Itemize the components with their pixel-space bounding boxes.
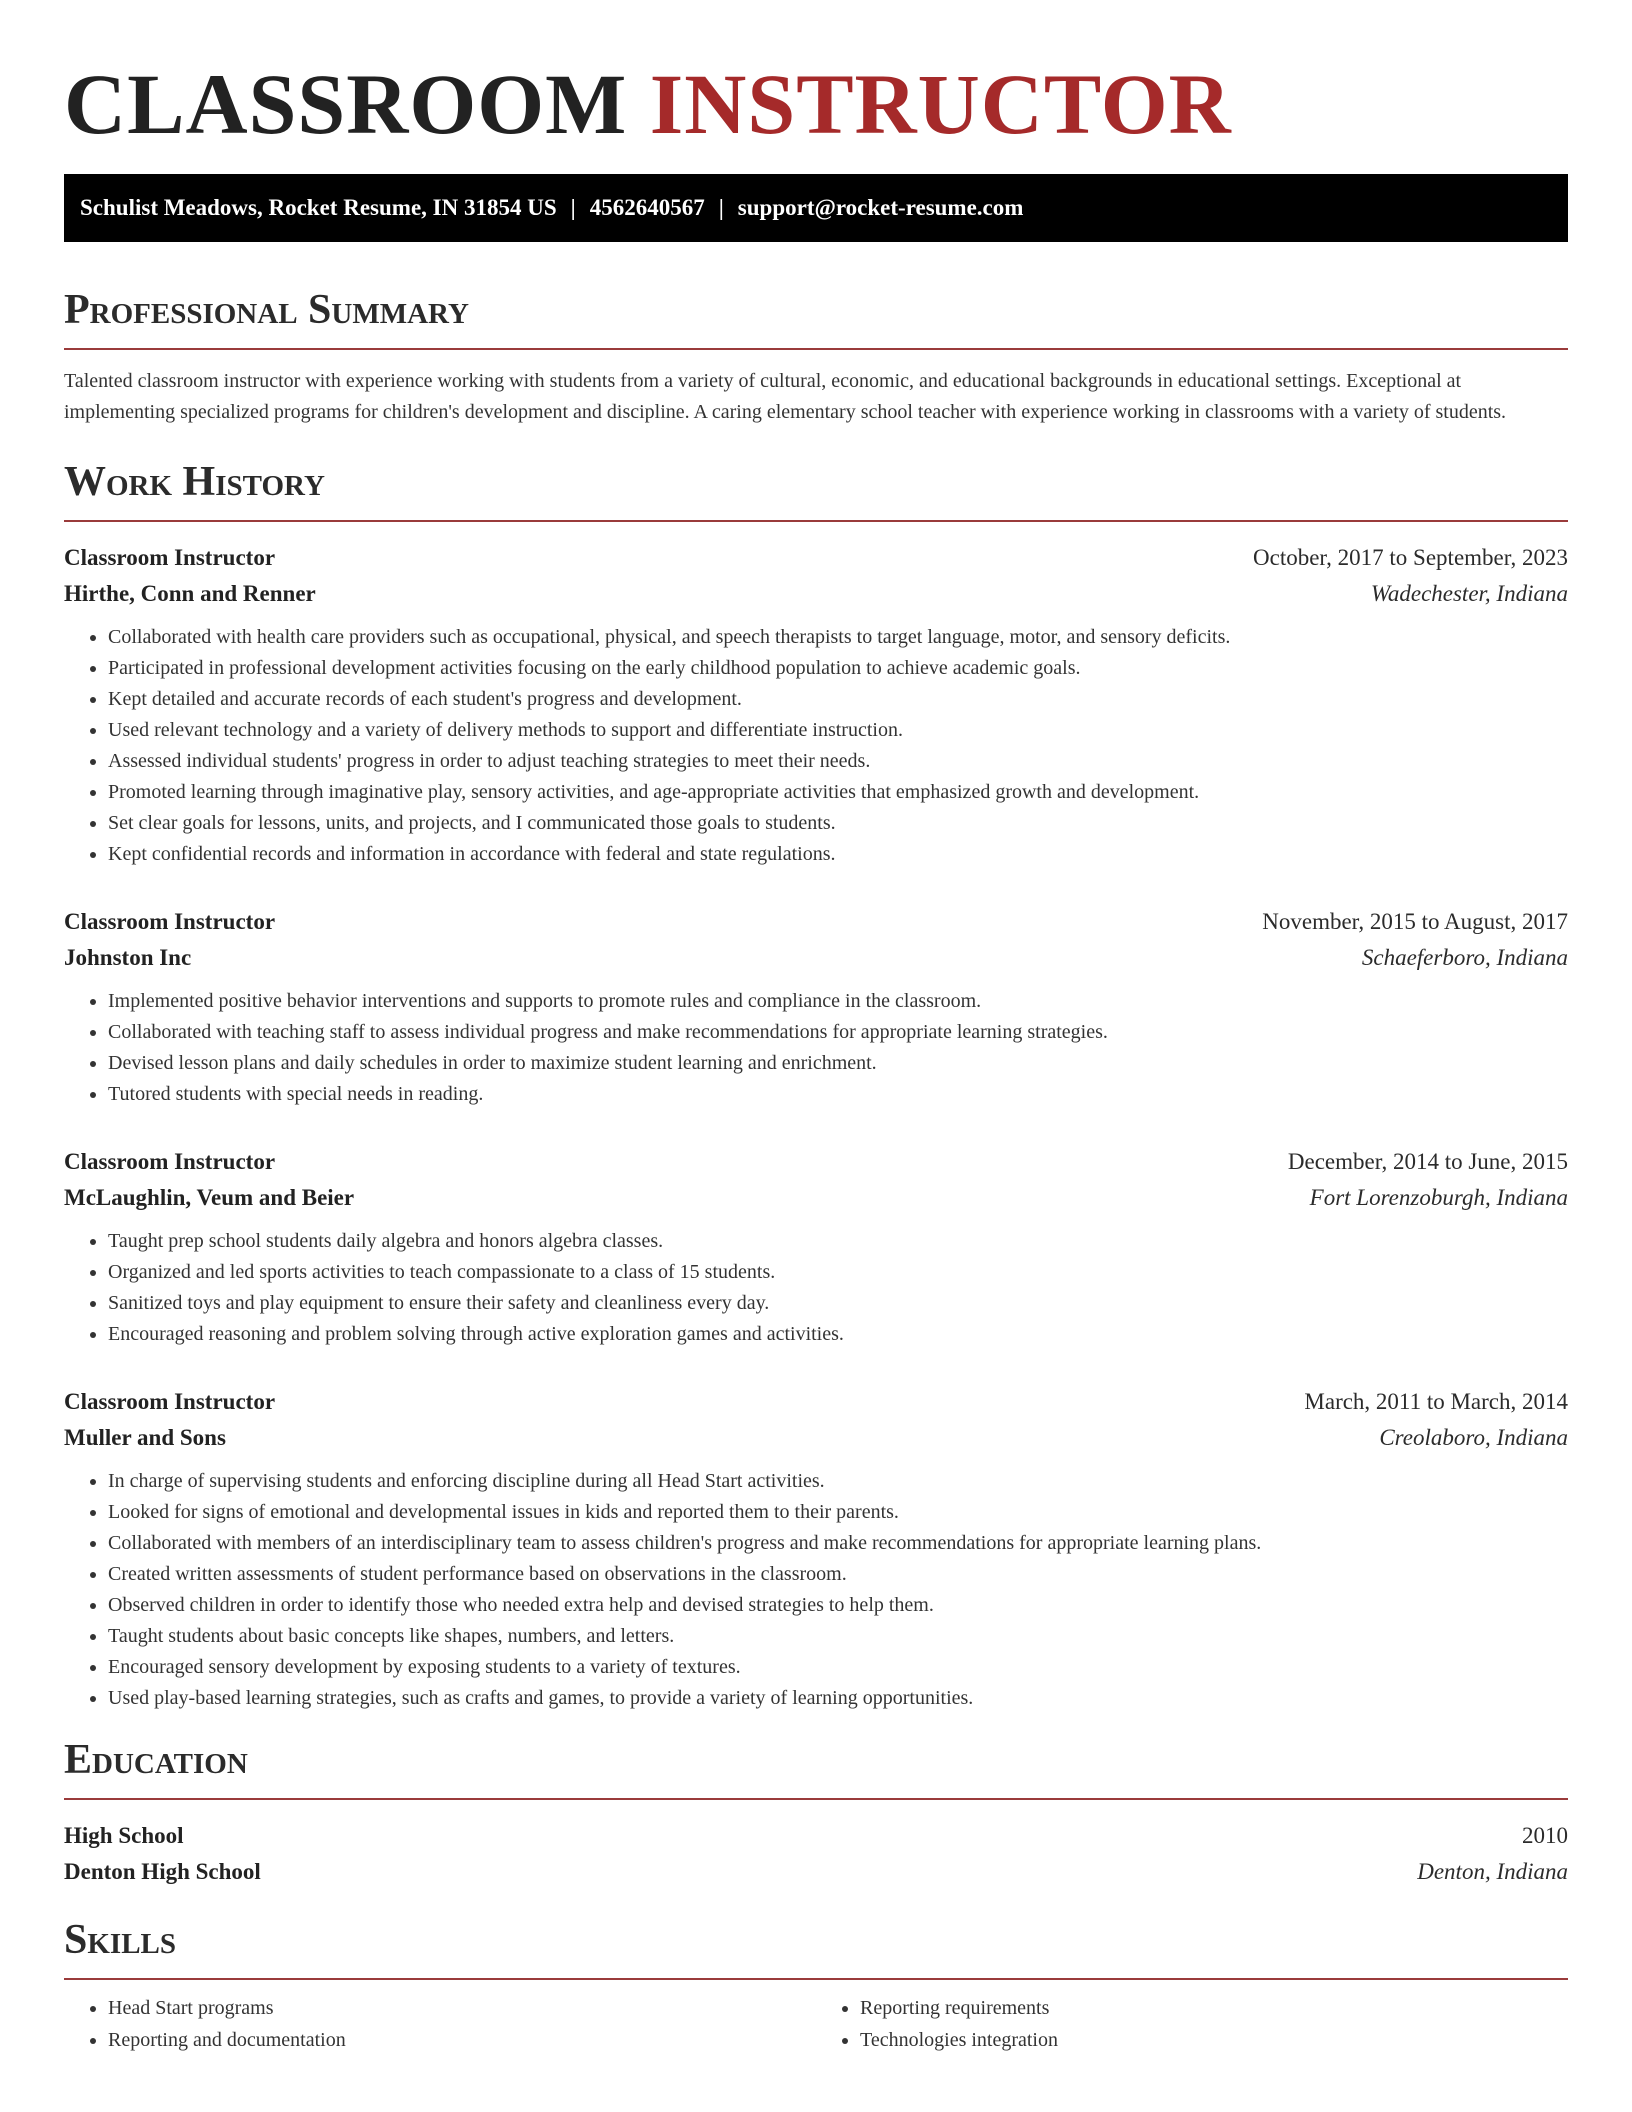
job-bullet: • Encouraged sensory development by exposing students to a variety of textures. <box>108 1652 1568 1683</box>
section-title-summary: Professional Summary <box>64 287 469 333</box>
job-bullet: • Collaborated with health care providers such as occupational, physical, and speech therapists to target language, motor, and sensory deficits. <box>108 622 1568 653</box>
job-header-row <box>64 540 1568 576</box>
job-role: Classroom Instructor <box>64 545 276 570</box>
skills-grid <box>64 1992 1568 2056</box>
job-location: Creolaboro, Indiana <box>1379 1425 1568 1450</box>
skills-list-right <box>816 1992 1568 2056</box>
contact-bar <box>64 174 1568 242</box>
section-divider <box>64 1978 1568 1980</box>
section-title-work-history: Work History <box>64 459 325 505</box>
job-bullet: • Observed children in order to identify those who needed extra help and devised strategies to help them. <box>108 1590 1568 1621</box>
job-company-row <box>64 1180 1568 1216</box>
summary-text: Talented classroom instructor with experience working with students from a variety of cultural, economic, and educational backgrounds in educational settings. Exceptional at implementing specialized programs for children's development and discipline. A caring elementary school teacher with experience working in classrooms with a variety of students. <box>64 370 1507 423</box>
skill-item: • Technologies integration <box>860 2024 1568 2056</box>
job-bullet: • Participated in professional development activities focusing on the early childhood population to achieve academic goals. <box>108 653 1568 684</box>
job-header-row <box>64 1384 1568 1420</box>
job-company: Johnston Inc <box>64 945 192 970</box>
job-bullet: • Tutored students with special needs in reading. <box>108 1079 1568 1110</box>
job-bullet: • Collaborated with members of an interdisciplinary team to assess children's progress and make recommendations for appropriate learning plans. <box>108 1528 1568 1559</box>
education-school-row <box>64 1854 1568 1890</box>
education-entry <box>64 1818 1568 1890</box>
job-bullet: • Set clear goals for lessons, units, and projects, and I communicated those goals to students. <box>108 808 1568 839</box>
contact-address: Schulist Meadows, Rocket Resume, IN 31854 US <box>80 195 557 220</box>
skill-item: • Reporting and documentation <box>108 2024 816 2056</box>
job-bullet: • Taught students about basic concepts like shapes, numbers, and letters. <box>108 1621 1568 1652</box>
job-company: Hirthe, Conn and Renner <box>64 581 316 606</box>
job-entry <box>64 1144 1568 1350</box>
resume-name <box>64 56 1568 152</box>
job-role: Classroom Instructor <box>64 1389 276 1414</box>
job-company-row <box>64 576 1568 612</box>
job-bullet: • Collaborated with teaching staff to assess individual progress and make recommendations for appropriate learning strategies. <box>108 1017 1568 1048</box>
job-bullet: • Used relevant technology and a variety of delivery methods to support and differentiate instruction. <box>108 715 1568 746</box>
job-role: Classroom Instructor <box>64 909 276 934</box>
job-location: Wadechester, Indiana <box>1370 581 1568 606</box>
job-company-row <box>64 940 1568 976</box>
job-bullet: • Looked for signs of emotional and developmental issues in kids and reported them to their parents. <box>108 1497 1568 1528</box>
education-degree-row <box>64 1818 1568 1854</box>
contact-separator: | <box>570 195 576 220</box>
job-entry <box>64 540 1568 870</box>
section-title-skills: Skills <box>64 1917 177 1963</box>
contact-separator: | <box>718 195 724 220</box>
job-bullet: • Organized and led sports activities to teach compassionate to a class of 15 students. <box>108 1257 1568 1288</box>
job-bullet: • Used play-based learning strategies, such as crafts and games, to provide a variety of learning opportunities. <box>108 1683 1568 1714</box>
job-company-row <box>64 1420 1568 1456</box>
job-bullet-list <box>64 986 1568 1110</box>
job-dates: November, 2015 to August, 2017 <box>1262 909 1568 934</box>
job-role: Classroom Instructor <box>64 1149 276 1174</box>
job-bullet-list <box>64 1466 1568 1714</box>
skill-item: • Head Start programs <box>108 1992 816 2024</box>
education-degree: High School <box>64 1823 184 1848</box>
job-location: Fort Lorenzoburgh, Indiana <box>1309 1185 1568 1210</box>
name-first: CLASSROOM <box>64 56 628 152</box>
job-dates: October, 2017 to September, 2023 <box>1253 545 1568 570</box>
job-header-row <box>64 904 1568 940</box>
skill-item: • Reporting requirements <box>860 1992 1568 2024</box>
job-bullet-list <box>64 622 1568 870</box>
job-location: Schaeferboro, Indiana <box>1361 945 1568 970</box>
section-title-education: Education <box>64 1737 248 1783</box>
contact-email: support@rocket-resume.com <box>737 195 1024 220</box>
education-location: Denton, Indiana <box>1417 1859 1568 1884</box>
name-last: INSTRUCTOR <box>649 56 1232 152</box>
job-bullet: • Implemented positive behavior interventions and supports to promote rules and compliance in the classroom. <box>108 986 1568 1017</box>
section-divider <box>64 1798 1568 1800</box>
job-header-row <box>64 1144 1568 1180</box>
job-bullet: • Encouraged reasoning and problem solving through active exploration games and activities. <box>108 1319 1568 1350</box>
job-bullet: • Created written assessments of student performance based on observations in the classroom. <box>108 1559 1568 1590</box>
job-company: McLaughlin, Veum and Beier <box>64 1185 355 1210</box>
skills-list-left <box>64 1992 816 2056</box>
job-entry <box>64 1384 1568 1714</box>
job-bullet: • Kept detailed and accurate records of each student's progress and development. <box>108 684 1568 715</box>
education-school: Denton High School <box>64 1859 261 1884</box>
job-bullet: • Assessed individual students' progress in order to adjust teaching strategies to meet their needs. <box>108 746 1568 777</box>
education-year: 2010 <box>1522 1823 1568 1848</box>
job-entry <box>64 904 1568 1110</box>
contact-phone: 4562640567 <box>589 195 705 220</box>
job-company: Muller and Sons <box>64 1425 226 1450</box>
section-divider <box>64 520 1568 522</box>
job-bullet: • Kept confidential records and information in accordance with federal and state regulations. <box>108 839 1568 870</box>
job-bullet: • Sanitized toys and play equipment to ensure their safety and cleanliness every day. <box>108 1288 1568 1319</box>
job-dates: December, 2014 to June, 2015 <box>1287 1149 1568 1174</box>
job-dates: March, 2011 to March, 2014 <box>1304 1389 1568 1414</box>
job-bullet-list <box>64 1226 1568 1350</box>
job-bullet: • In charge of supervising students and enforcing discipline during all Head Start activities. <box>108 1466 1568 1497</box>
job-bullet: • Devised lesson plans and daily schedules in order to maximize student learning and enrichment. <box>108 1048 1568 1079</box>
job-bullet: • Promoted learning through imaginative play, sensory activities, and age-appropriate activities that emphasized growth and development. <box>108 777 1568 808</box>
section-divider <box>64 348 1568 350</box>
job-bullet: • Taught prep school students daily algebra and honors algebra classes. <box>108 1226 1568 1257</box>
